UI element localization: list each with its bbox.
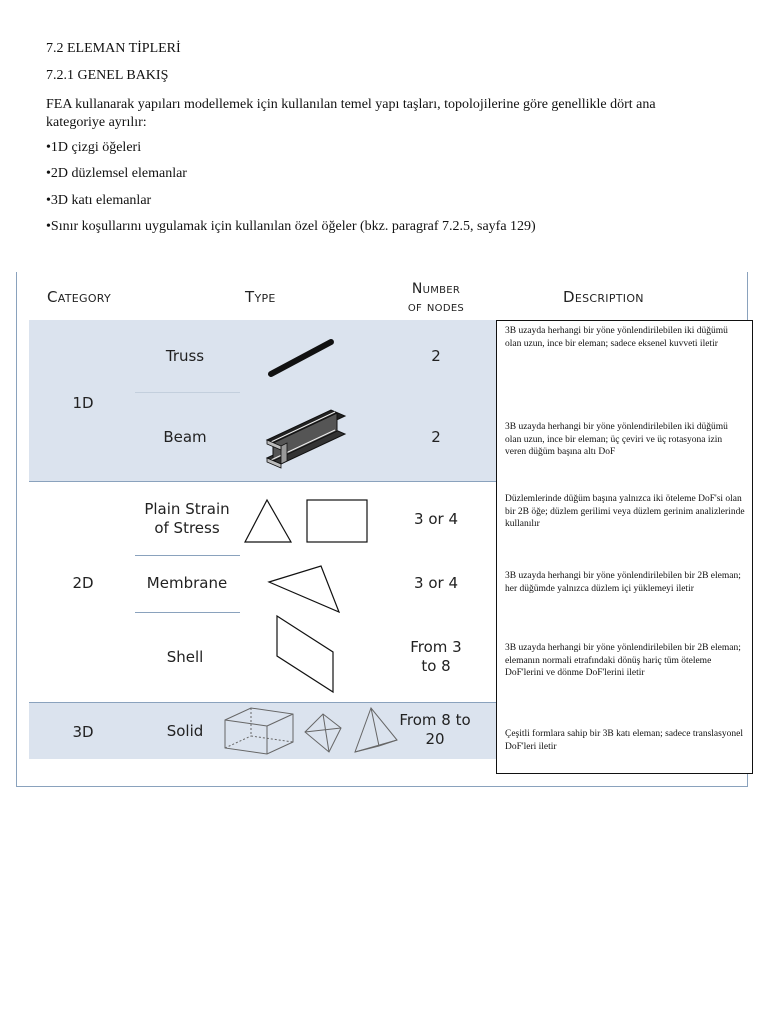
header-nodes-line1: Number — [411, 281, 461, 297]
category-3d: 3D — [72, 723, 94, 741]
pyramid-icon — [355, 708, 397, 752]
solid-elements-icon — [221, 704, 405, 756]
truss-bar-icon — [267, 338, 337, 378]
nodes-solid — [393, 711, 477, 749]
bullet-1d: •1D çizgi öğeleri — [46, 140, 142, 155]
description-shell: 3B uzayda herhangi bir yöne yönlendirilebilen bir 2B eleman; elemanın normali etrafındaki dönüş hariç tüm öteleme DoF'lerini ve dönme DoF'lerini iletir — [505, 643, 741, 678]
bullet-special: •Sınır koşullarını uygulamak için kullanılan özel öğeler (bkz. paragraf 7.2.5, sayfa 129) — [46, 219, 536, 234]
subsection-heading: 7.2.1 GENEL BAKIŞ — [46, 68, 169, 83]
intro-paragraph: FEA kullanarak yapıları modellemek için kullanılan temel yapı taşları, topolojilerine göre genellikle dört ana kategoriye ayrılır: — [46, 97, 656, 130]
type-plain-strain — [135, 500, 239, 538]
description-membrane: 3B uzayda herhangi bir yöne yönlendirilebilen bir 2B eleman; her düğümde yalnızca düzlem içi yüklemeyi iletir — [505, 571, 741, 594]
divider-truss-beam — [135, 392, 240, 393]
description-plain-strain: Düzlemlerinde düğüm başına yalnızca iki öteleme DoF'si olan bir 2B öğe; düzlem gerilimi veya düzlem gerinim analizlerinde kullanılır — [505, 494, 745, 529]
header-description: Description — [563, 288, 644, 306]
divider-plain-membrane — [135, 555, 240, 556]
header-nodes-line2: of nodes — [407, 299, 465, 315]
parallelogram-icon — [273, 612, 343, 696]
header-number-of-nodes — [403, 280, 469, 316]
nodes-solid-line2: 20 — [425, 730, 445, 748]
nodes-plain-strain: 3 or 4 — [414, 510, 458, 528]
bullet-2d: •2D düzlemsel elemanlar — [46, 166, 187, 181]
nodes-membrane: 3 or 4 — [414, 574, 458, 592]
type-shell: Shell — [166, 648, 204, 666]
category-2d: 2D — [72, 574, 94, 592]
nodes-shell — [397, 638, 475, 676]
nodes-beam: 2 — [431, 428, 441, 446]
type-membrane: Membrane — [146, 574, 228, 592]
description-solid: Çeşitli formlara sahip bir 3B katı eleman; sadece translasyonel DoF'leri iletir — [505, 729, 743, 752]
nodes-truss: 2 — [431, 347, 441, 365]
triangle-and-rectangle-icon — [241, 496, 381, 546]
element-types-figure — [16, 272, 748, 787]
description-box — [496, 320, 753, 774]
type-truss: Truss — [165, 347, 205, 365]
i-beam-icon — [261, 406, 351, 472]
nodes-solid-line1: From 8 to — [399, 711, 471, 729]
divider-membrane-shell — [135, 612, 240, 613]
type-plain-strain-line2: of Stress — [154, 519, 220, 537]
nodes-shell-line2: to 8 — [421, 657, 451, 675]
type-beam: Beam — [163, 428, 207, 446]
description-truss: 3B uzayda herhangi bir yöne yönlendirilebilen iki düğümü olan uzun, ince bir eleman; sadece eksenel kuvveti iletir — [505, 326, 728, 349]
tetrahedron-icon — [305, 714, 341, 752]
type-plain-strain-line1: Plain Strain — [144, 500, 230, 518]
section-heading: 7.2 ELEMAN TİPLERİ — [46, 41, 181, 56]
header-type: Type — [245, 288, 276, 306]
nodes-shell-line1: From 3 — [410, 638, 462, 656]
description-beam: 3B uzayda herhangi bir yöne yönlendirilebilen iki düğümü olan uzun, ince bir eleman; üç çeviri ve üç rotasyona izin veren düğüm başına altı DoF — [505, 422, 728, 457]
category-1d: 1D — [72, 394, 94, 412]
header-category: Category — [47, 288, 112, 306]
type-solid: Solid — [166, 722, 204, 740]
hexahedron-icon — [225, 708, 293, 754]
bullet-3d: •3D katı elemanlar — [46, 193, 152, 208]
skewed-triangle-icon — [265, 562, 345, 616]
